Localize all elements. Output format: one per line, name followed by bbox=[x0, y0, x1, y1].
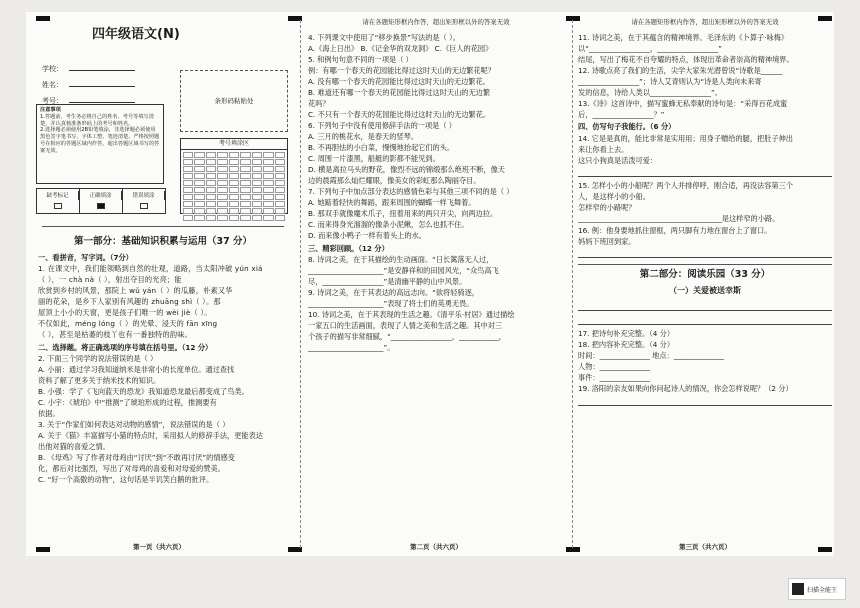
part-two-title: 第二部分：阅读乐园（33 分） bbox=[639, 269, 771, 281]
answer-blank-line[interactable]: 时间：______________ 地点：______________ bbox=[578, 350, 725, 360]
name-label: 姓名： bbox=[42, 81, 63, 89]
answer-blank-line[interactable]: _________________”；诗人艾青则认为“诗是人类向未来寄 bbox=[578, 76, 762, 86]
question-line[interactable]: 1. 在课文中，我们能领略到自然的壮观，道路，当太阳冲破 yún xiá bbox=[38, 264, 263, 274]
question-line[interactable]: （ ），一 chà nà（ ），射出夺目的光亮；能 bbox=[38, 275, 182, 285]
section-three-title: 三、精彩回顾。（12 分） bbox=[308, 243, 389, 253]
correct-fill-sample bbox=[80, 189, 123, 213]
question-line[interactable]: 欣赏到乡村的风景，那院上 wǔ yán（ ）的瓜藤，朴素又华 bbox=[38, 286, 233, 296]
barcode-label: 条形码粘贴处 bbox=[214, 96, 254, 105]
question-line[interactable]: 丽的花朵，是乡下人家别有风趣的 zhuāng shì（ ）。那 bbox=[38, 297, 221, 307]
page-footer: 第二页（共六页） bbox=[410, 543, 462, 552]
exam-title: 四年级语文(N) bbox=[92, 27, 180, 42]
question-line: 这只小狗真是活泼可爱： bbox=[578, 155, 658, 165]
answer-line[interactable] bbox=[578, 248, 832, 258]
question-line: 13.《诗》这首诗中，描写蜜蜂无私奉献的诗句是：“采得百花成蜜 bbox=[578, 98, 788, 108]
question-line: 来让你看上去。 bbox=[578, 144, 629, 154]
question-line: 人，是这样小的小船。 bbox=[578, 192, 650, 202]
question-line[interactable]: 6. 下列句子中没有使用修辞手法的一项是（ ） bbox=[308, 120, 456, 130]
wrong-fill-label: 错误填涂 bbox=[123, 191, 165, 200]
question-line[interactable]: 5. 和例句句意不同的一项是（ ） bbox=[308, 54, 413, 64]
section-two-title: 二、选择题。将正确选项的序号填在括号里。（12 分） bbox=[38, 342, 213, 352]
answer-blank-line[interactable]: 12. 诗歌点亮了我们的生活，尖学大家朱光潜曾说“诗歌是______ bbox=[578, 65, 783, 75]
notes-title: 注意事项 bbox=[40, 107, 61, 113]
question-line: D. 而来像小鸭子一样有着头上的水。 bbox=[308, 230, 426, 240]
answer-line[interactable] bbox=[578, 315, 832, 325]
question-line: C. “好一个高傲的动物”，这句话是半讥笑白鹅的批评。 bbox=[38, 475, 214, 485]
question-line: B. 那双手就像魔术爪子，扭着用来的两只开尖，向两边拉。 bbox=[308, 208, 498, 218]
barcode-area bbox=[180, 70, 288, 132]
question-line: 怎样窄的小路呢？ bbox=[578, 203, 636, 213]
question-line: A.《海上日出》 B.《记金华的双龙洞》 C.《巨人的花园》 bbox=[308, 43, 493, 53]
question-line[interactable]: 2. 下面三个同学的说法错误的是（ ） bbox=[38, 354, 158, 364]
notes-box bbox=[36, 104, 164, 184]
wrong-fill-sample bbox=[123, 189, 165, 213]
answer-area-notice: 请在各题矩形框内作答，超出矩形框以外的答案无效 bbox=[631, 18, 779, 26]
question-line[interactable]: 3. 关于“作家们如何表达对动物的感情”，说法错误的是（ ） bbox=[38, 420, 230, 430]
question-line: 9. 诗词之美，在于其表达的高远志向。“欲将轻骑逐， bbox=[308, 287, 479, 297]
absent-mark[interactable] bbox=[37, 189, 80, 213]
question-line: 8. 诗词之美，在于其描绘的生动画面。“日长篱落无人过， bbox=[308, 254, 494, 264]
question-line: D. 横是离拉马头的野花，像烈不远的锦缎那么绝班不断，像天 bbox=[308, 164, 505, 174]
cut-line bbox=[42, 226, 284, 227]
question-line: 花吗？ bbox=[308, 98, 330, 108]
question-line: C. 小宇：《琥珀》中“推测”了琥珀形成的过程，推测要有 bbox=[38, 398, 217, 408]
scanner-logo-icon bbox=[792, 583, 804, 595]
id-grid-cells[interactable] bbox=[181, 150, 287, 223]
answer-blank-line[interactable]: ________________________________________是这样窄的小路。 bbox=[578, 214, 780, 224]
exam-number-label: 考号： bbox=[42, 97, 63, 105]
question-line: B. 不再胆怯的小白菜，慢慢地抬起它们的头。 bbox=[308, 142, 455, 152]
question-line: 例：有哪一个春天的花园能比得过这时天山的无边繁花呢？ bbox=[308, 65, 495, 75]
scanner-logo-text: 扫描全能王 bbox=[807, 586, 838, 594]
question-line: 出他对猫的喜爱之情。 bbox=[38, 442, 110, 452]
answer-blank-line[interactable]: 事件：______________ bbox=[578, 372, 650, 382]
question-line: C. 不只有一个春天的花园能比得过这时天山的无边繁花。 bbox=[308, 109, 491, 119]
question-line: 一家五口的生活画面，表现了人情之美和生活之趣。其中对三 bbox=[308, 320, 503, 330]
id-grid-label: 考号填涂区 bbox=[181, 139, 287, 150]
question-line: 10. 诗词之美，在于其表现的生活之趣。《清平乐·村居》通过描绘 bbox=[308, 309, 515, 319]
part-one-content bbox=[38, 232, 288, 486]
absent-mark-label: 缺考标记 bbox=[37, 191, 79, 200]
page-two bbox=[308, 12, 564, 556]
reading-title: （一）关爱被送幸斯 bbox=[669, 286, 741, 296]
answer-area-notice: 请在各题矩形框内作答，超出矩形框以外的答案无效 bbox=[362, 18, 510, 26]
page-three bbox=[578, 12, 832, 556]
correct-fill-label: 正确填涂 bbox=[80, 191, 122, 200]
answer-line[interactable] bbox=[578, 301, 832, 311]
question-line: A. 三月的桃花水，是春天的竖琴。 bbox=[308, 131, 418, 141]
page-footer: 第三页（共六页） bbox=[679, 543, 731, 552]
answer-blank-line[interactable]: _____________________”表现了将士们的英勇无畏。 bbox=[308, 298, 474, 308]
question-line[interactable]: （ ），甚至是枯萎的枝丫也有一番独特的韵味。 bbox=[38, 330, 193, 340]
answer-blank-line[interactable]: 以“_________________，_________________” bbox=[578, 43, 723, 53]
question-line: A. 小丽：通过学习我知道纳米是非常小的长度单位。通过查找 bbox=[38, 365, 235, 375]
section-four-title: 四、仿写句子我能行。（6 分） bbox=[578, 122, 676, 132]
answer-blank-line[interactable]: 个孩子的描写非常细腻，“_________________，___________， bbox=[308, 331, 506, 341]
question-line: A. 她踮着轻快的舞蹈，跟来周围的蝴蝶一样飞舞着。 bbox=[308, 197, 476, 207]
exam-sheet bbox=[26, 12, 834, 556]
question-line: 妈妈下班回到家。 bbox=[578, 236, 636, 246]
question-line: B. 难道还有哪一个春天的花园能比得过这时天山的无边繁 bbox=[308, 87, 491, 97]
question-line[interactable]: 不仅如此，méng lóng（ ）的光晕、浸天的 fān xīng bbox=[38, 319, 218, 329]
question-line[interactable]: 4. 下列课文中使用了“移步换景”写法的是（ ）。 bbox=[308, 32, 460, 42]
column-divider bbox=[300, 20, 301, 548]
page-one bbox=[30, 12, 288, 556]
answer-blank-line[interactable]: 发的信息，诗给人类以_________________”。 bbox=[578, 87, 722, 97]
question-line: 结尾，写出了梅花不自夸耀的特点，体现出革命者崇高的精神境界。 bbox=[578, 54, 794, 64]
question-line: 18. 把内容补充完整。（4 分） bbox=[578, 339, 675, 349]
question-line: 15. 怎样小小的小船呢？两个人并排停呼，刚合适，再没法容第三个 bbox=[578, 181, 793, 191]
answer-line[interactable] bbox=[578, 167, 832, 177]
answer-blank-line[interactable]: 人物：______________ bbox=[578, 361, 650, 371]
note-item: 2.选择题必须使用2B铅笔填涂，非选择题必须使用黑色签字笔书写，字体工整、笔迹清楚。严格按照题号在相应的答题区域内作答，超出答题区域书写的答案无效。 bbox=[40, 127, 160, 154]
question-line: 17. 把诗句补充完整。（4 分） bbox=[578, 328, 675, 338]
question-line: 14. 它是是真的，能比非常是实用用；用身子赠给的腿，把肚子伸出 bbox=[578, 133, 793, 143]
note-item: 1.答题前，考生务必将自己的姓名、考号等填写清楚，并认真核准条形码上的考号和姓名。 bbox=[40, 113, 154, 127]
answer-blank-line[interactable]: 后，_________________？” bbox=[578, 109, 665, 119]
question-line: 边的晨霞那么灿烂耀眼，像美女的彩虹那么陶丽夺目。 bbox=[308, 175, 481, 185]
school-label: 学校： bbox=[42, 65, 63, 73]
question-line[interactable]: 7. 下列句子中加点部分表达的感情色彩与其他三项不同的是（ ） bbox=[308, 186, 514, 196]
question-line: B. 小强：学了《飞向蓝天的恐龙》我知道恐龙最后都变成了鸟类。 bbox=[38, 387, 249, 397]
question-line: 11. 诗词之美，在于其蕴含的精神境界。毛泽东的《卜算子·咏梅》 bbox=[578, 32, 789, 42]
question-line: 依据。 bbox=[38, 409, 60, 419]
question-line: A. 关于《猫》丰富描写小猫的特点时，采用拟人的修辞手法，更能表达 bbox=[38, 431, 263, 441]
question-line[interactable]: 屋顶上小小的天窗，更是孩子们唯一的 wèi jiè（ ）。 bbox=[38, 308, 212, 318]
part-one-title: 第一部分：基础知识积累与运用（37 分） bbox=[73, 236, 253, 247]
question-line: 16. 例：他身要地抓住窗框，两只脚有力地在窗台上了窗口。 bbox=[578, 225, 772, 235]
question-line: 19. 洛阳的亲友如果向你问起诗人的情况，你会怎样说呢？（2 分） bbox=[578, 383, 793, 393]
question-line: 资料了解了更多关于纳米技术的知识。 bbox=[38, 376, 161, 386]
answer-blank-line[interactable]: _____________________”是安静祥和的田园风光，“众鸟高飞 bbox=[308, 265, 499, 275]
question-line: C. 周围一片漆黑，船艇的影都不能见到。 bbox=[308, 153, 440, 163]
question-line: 化，都后对比强烈，写出了对母鸡的喜爱和对母爱的赞美。 bbox=[38, 464, 225, 474]
page-footer: 第一页（共六页） bbox=[133, 543, 185, 552]
scanner-watermark bbox=[788, 578, 846, 600]
column-divider bbox=[572, 20, 573, 548]
question-line: C. 而来得身光溜溜的像条小泥鳅，怎么也抓不住。 bbox=[308, 219, 469, 229]
answer-blank-line[interactable]: 尽，_________________”是清幽平静的山中风景。 bbox=[308, 276, 467, 286]
answer-line[interactable] bbox=[578, 396, 832, 406]
question-line: B. 《母鸡》写了作者对母鸡由“讨厌”到“不敢再讨厌”的情感变 bbox=[38, 453, 235, 463]
id-fill-grid[interactable] bbox=[180, 138, 288, 214]
name-field[interactable] bbox=[42, 78, 135, 90]
section-one-title: 一、看拼音，写字词。（7分） bbox=[38, 252, 133, 262]
school-field[interactable] bbox=[42, 62, 135, 74]
fill-marks-legend bbox=[36, 188, 166, 214]
question-line: A. 没有哪一个春天的花园能比得过这时天山的无边繁花。 bbox=[308, 76, 490, 86]
answer-blank-line[interactable]: _____________________”。 bbox=[308, 342, 395, 352]
